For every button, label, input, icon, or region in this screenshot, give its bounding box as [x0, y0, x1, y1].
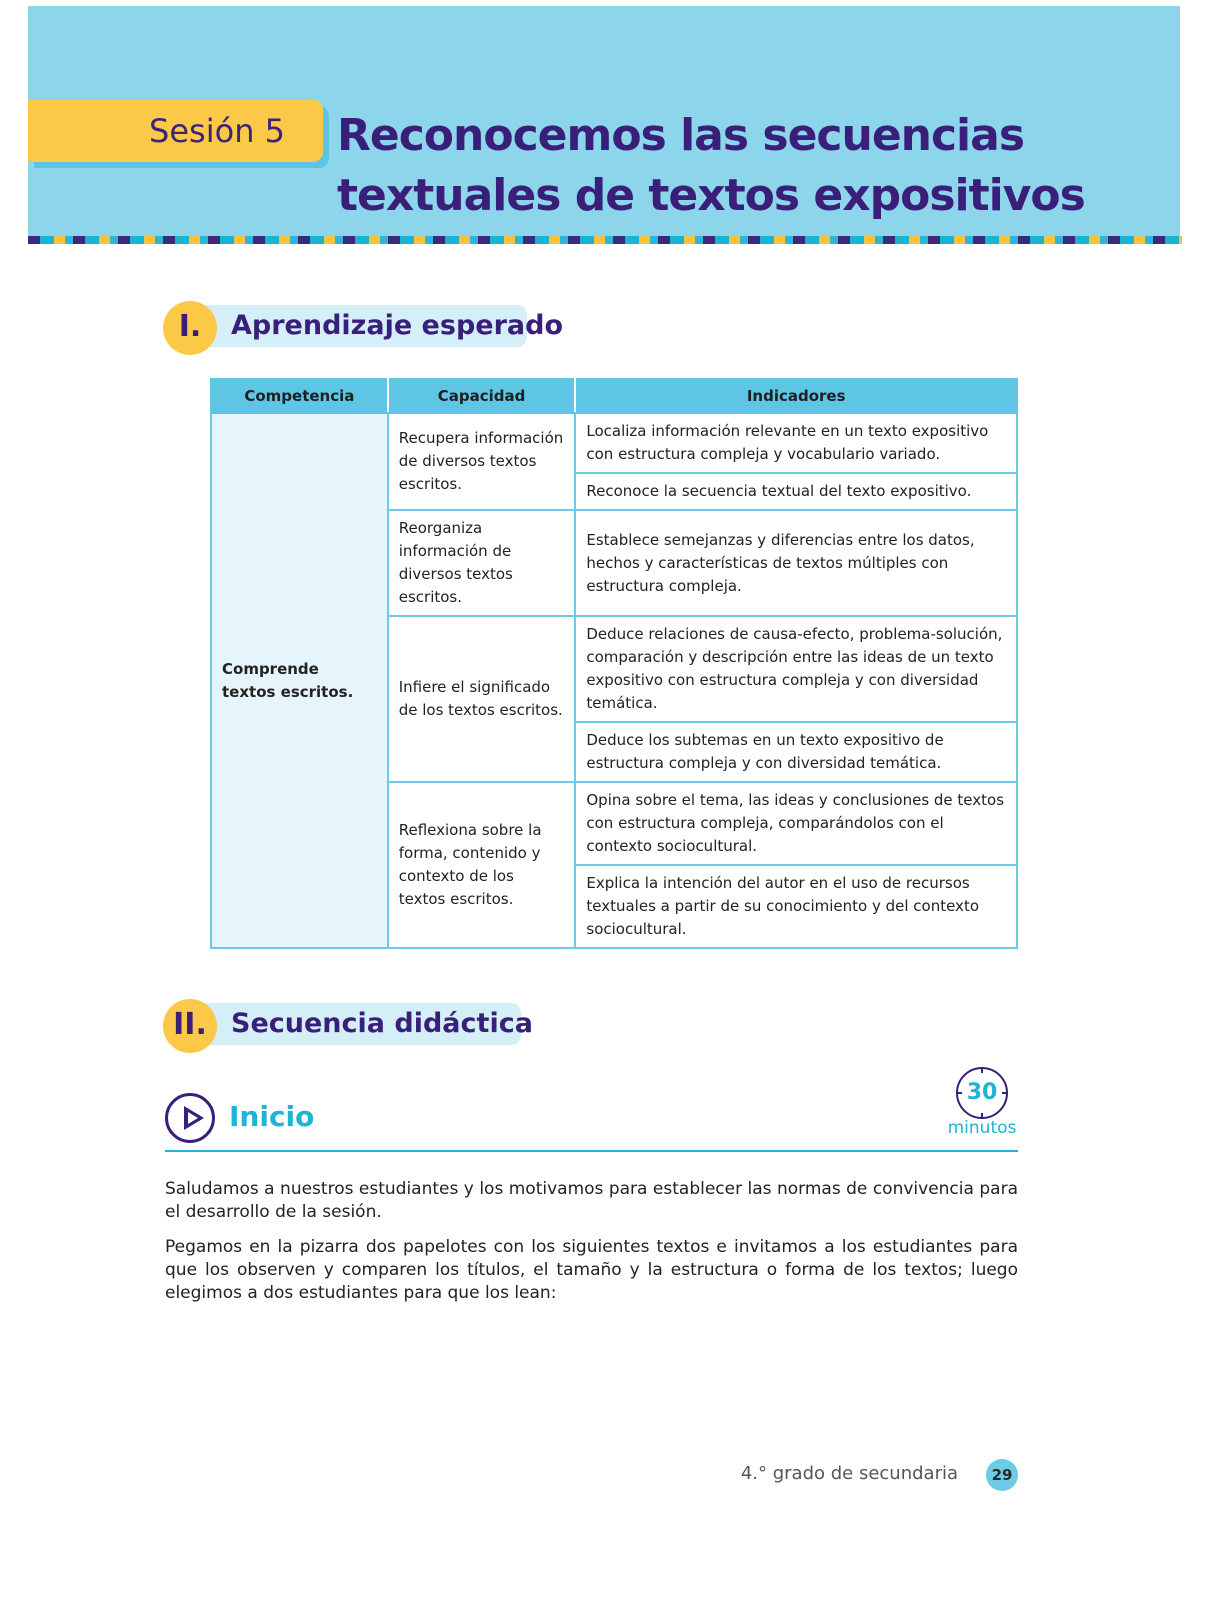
page-number: 29	[986, 1459, 1018, 1491]
capacidad-cell: Recupera información de diversos textos escritos.	[388, 413, 576, 510]
indicador-cell: Opina sobre el tema, las ideas y conclusiones de textos con estructura compleja, comparándolos con el contexto sociocultural.	[575, 782, 1017, 865]
indicador-cell: Deduce los subtemas en un texto expositivo de estructura compleja y con diversidad temática.	[575, 722, 1017, 782]
inicio-title: Inicio	[229, 1100, 315, 1133]
paragraph-1: Saludamos a nuestros estudiantes y los motivamos para establecer las normas de convivencia para el desarrollo de la sesión.	[165, 1179, 1018, 1222]
section-pill	[189, 305, 563, 347]
footer-grade: 4.° grado de secundaria	[740, 1463, 958, 1484]
inicio-divider	[165, 1150, 1018, 1152]
session-tab	[28, 100, 323, 162]
indicador-cell: Deduce relaciones de causa-efecto, problema-solución, comparación y descripción entre las ideas de un texto expositivo con estructura compleja y con diversidad temática.	[575, 616, 1017, 722]
indicador-cell: Establece semejanzas y diferencias entre los datos, hechos y características de textos múltiples con estructura compleja.	[575, 510, 1017, 616]
competencia-cell: Comprende textos escritos.	[211, 413, 388, 948]
paragraph-2: Pegamos en la pizarra dos papelotes con los siguientes textos e invitamos a los estudiantes para que los observen y comparen los títulos, el tamaño y la estructura o forma de los textos; luego elegimos a dos estudiantes para que los lean:	[165, 1237, 1018, 1303]
title-line-1: Reconocemos las secuencias	[337, 110, 1025, 161]
section-number: I.	[163, 301, 217, 355]
capacidad-cell: Reorganiza información de diversos textos escritos.	[388, 510, 576, 616]
section-number: II.	[163, 999, 217, 1053]
table-row	[211, 413, 1017, 473]
indicador-cell: Explica la intención del autor en el uso de recursos textuales a partir de su conocimiento y del contexto sociocultural.	[575, 865, 1017, 948]
indicador-cell: Localiza información relevante en un texto expositivo con estructura compleja y vocabulario variado.	[575, 413, 1017, 473]
section-title: Secuencia didáctica	[231, 1008, 533, 1039]
header-stripe	[28, 236, 1182, 244]
timer-minutes: 30	[966, 1080, 998, 1105]
page-title	[337, 106, 1167, 226]
minutes-label: minutos	[947, 1118, 1017, 1138]
play-icon	[165, 1093, 215, 1143]
title-line-2: textuales de textos expositivos	[337, 170, 1085, 221]
table-header-row	[211, 379, 1017, 413]
header-competencia: Competencia	[211, 379, 388, 413]
indicador-cell: Reconoce la secuencia textual del texto expositivo.	[575, 473, 1017, 510]
session-label: Sesión 5	[149, 112, 285, 150]
section-pill	[189, 1003, 533, 1045]
capacidad-cell: Reflexiona sobre la forma, contenido y contexto de los textos escritos.	[388, 782, 576, 948]
capacidad-cell: Infiere el significado de los textos escritos.	[388, 616, 576, 782]
competencias-table	[210, 378, 1018, 949]
stopwatch-icon	[956, 1067, 1008, 1119]
section-title: Aprendizaje esperado	[231, 310, 563, 341]
header-indicadores: Indicadores	[575, 379, 1017, 413]
header-capacidad: Capacidad	[388, 379, 576, 413]
